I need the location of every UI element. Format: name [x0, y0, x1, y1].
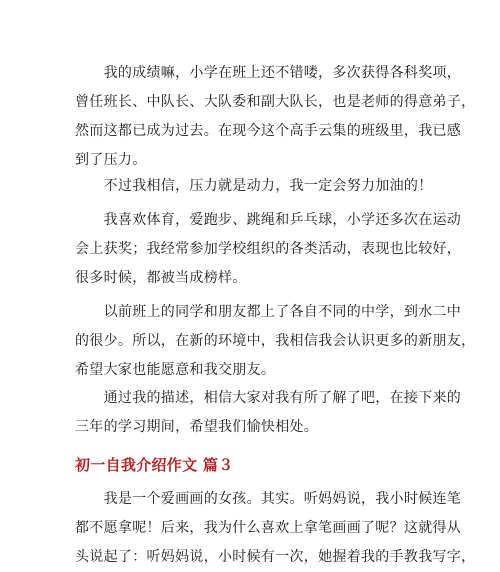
text-line: 然而这都已成为过去。在现今这个高手云集的班级里，我已感 [75, 123, 462, 139]
text-line: 通过我的描述，相信大家对我有所了解了吧，在接下来的 [75, 390, 462, 406]
paragraph-motivation [75, 172, 433, 201]
text-line: 曾任班长、中队长、大队委和副大队长，也是老师的得意弟子， [75, 94, 476, 110]
text-line: 三年的学习期间，希望我们愉快相处。 [75, 419, 319, 435]
paragraph-grades [75, 59, 476, 175]
text-line: 我喜欢体育，爱跑步、跳绳和乒乓球，小学还多次在运动 [75, 212, 462, 228]
paragraph-drawing [75, 485, 476, 572]
text-line: 的很少。所以，在新的环境中，我相信我会认识更多的新朋友， [75, 333, 476, 349]
text-line: 我是一个爱画画的女孩。其实。听妈妈说，我小时候连笔 [75, 491, 462, 507]
paragraph-closing [75, 384, 462, 442]
paragraph-friends [75, 298, 476, 385]
paragraph-sports [75, 206, 462, 293]
text-line: 会上获奖；我经常参加学校组织的各类活动，表现也比较好， [75, 241, 462, 257]
text-line: 到了压力。 [75, 152, 147, 168]
section-heading: 初一自我介绍作文 篇３ [75, 456, 234, 474]
text-line: 以前班上的同学和朋友都上了各自不同的中学，到水二中 [75, 304, 462, 320]
text-line: 头说起了：听妈妈说，小时候有一次，她握着我的手教我写字， [75, 549, 476, 565]
text-line: 不过我相信，压力就是动力，我一定会努力加油的！ [75, 178, 433, 194]
text-line: 我的成绩嘛，小学在班上还不错喽，多次获得各科奖项， [75, 65, 462, 81]
text-line: 很多时候，都被当成榜样。 [75, 270, 247, 286]
text-line: 希望大家也能愿意和我交朋友。 [75, 362, 276, 378]
text-line: 都不愿拿呢！后来，我为什么喜欢上拿笔画画了呢？这就得从 [75, 520, 462, 536]
